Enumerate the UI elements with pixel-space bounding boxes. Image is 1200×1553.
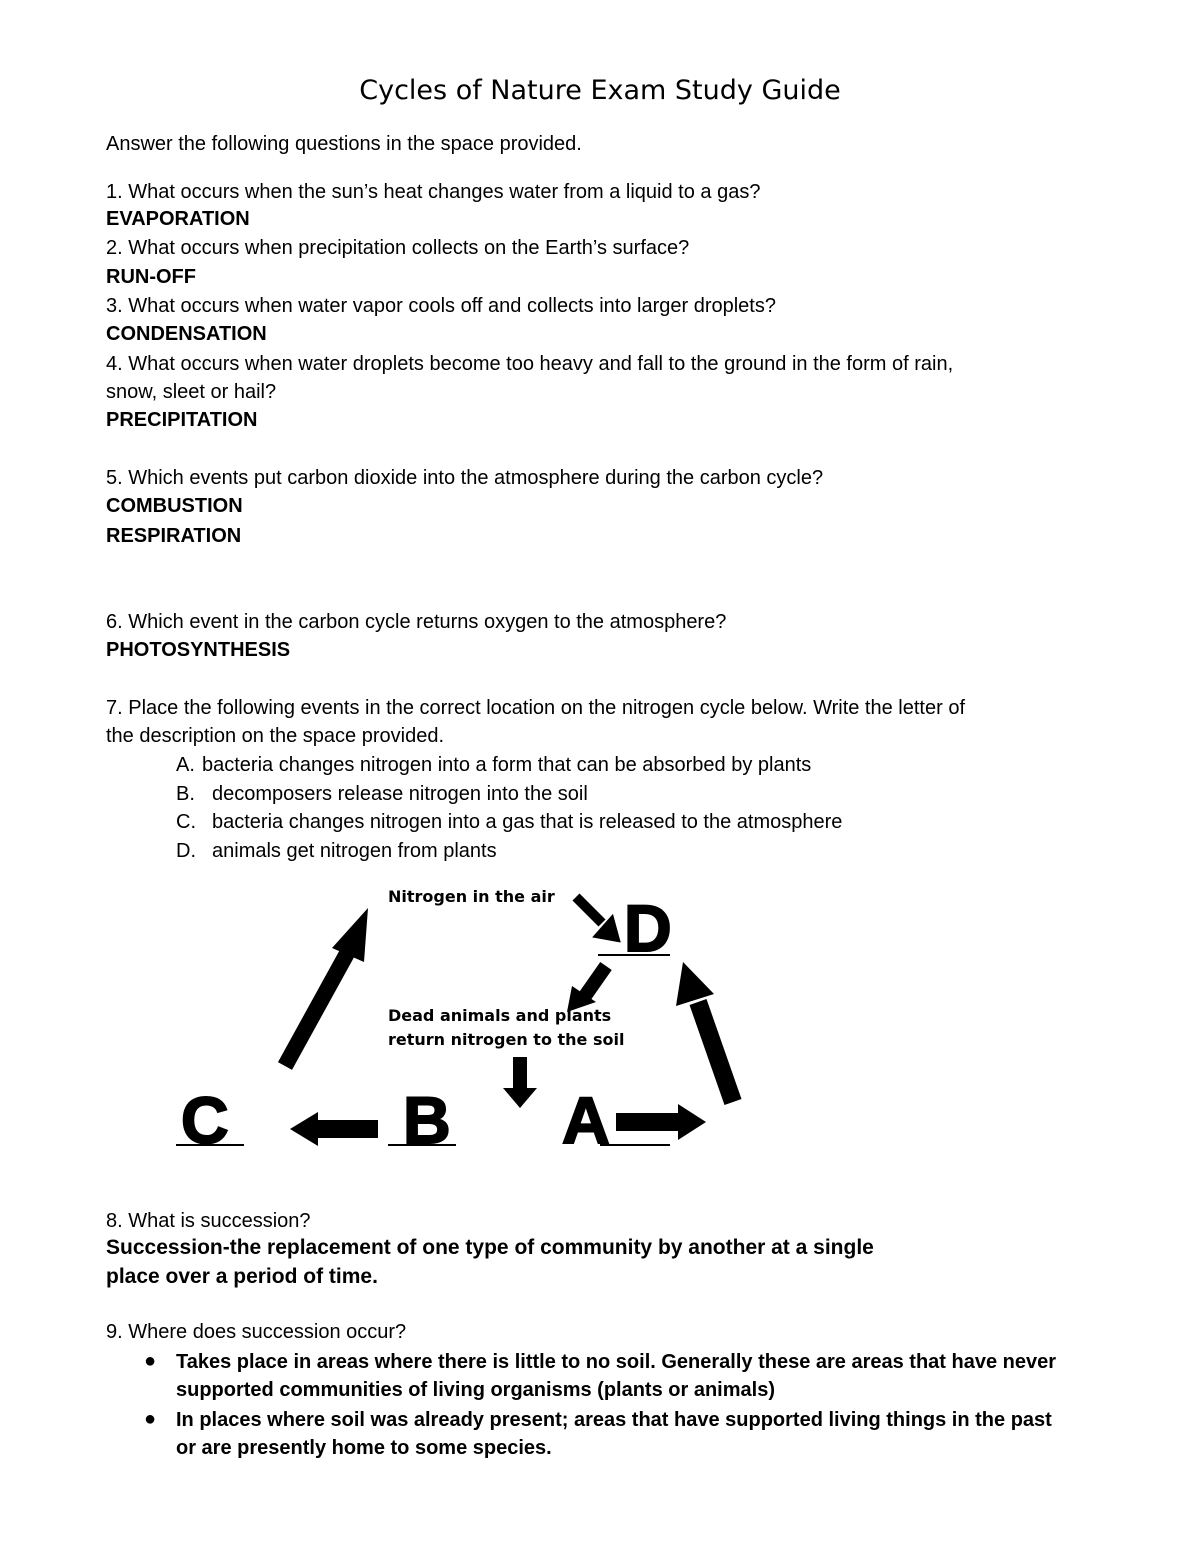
answer-9-bullet-1-line-2: supported communities of living organisms (plants or animals) [176, 1379, 775, 1401]
question-3: 3. What occurs when water vapor cools off and collects into larger droplets? [106, 295, 776, 317]
option-c-letter: C. [176, 811, 196, 833]
answer-9-bullet-2-line-1: In places where soil was already present; areas that have supported living things in the past [176, 1409, 1052, 1431]
answer-6: PHOTOSYNTHESIS [106, 639, 291, 661]
instructions: Answer the following questions in the space provided. [106, 133, 582, 155]
label-dead-animals-2: return nitrogen to the soil [388, 1030, 625, 1049]
arrow-b-to-c [290, 1112, 378, 1146]
answer-letter-d: D [624, 891, 672, 965]
answer-2: RUN-OFF [106, 266, 196, 288]
option-b-text: decomposers release nitrogen into the soil [212, 783, 588, 805]
option-d-letter: D. [176, 840, 196, 862]
option-c-text: bacteria changes nitrogen into a gas that is released to the atmosphere [212, 811, 843, 833]
answer-5-respiration: RESPIRATION [106, 525, 242, 547]
arrow-up-right [676, 962, 733, 1102]
bullet-icon: ● [144, 1408, 157, 1430]
option-b-letter: B. [176, 783, 195, 805]
option-d-text: animals get nitrogen from plants [212, 840, 497, 862]
question-6: 6. Which event in the carbon cycle returns oxygen to the atmosphere? [106, 611, 727, 633]
answer-letter-b: B [403, 1083, 451, 1157]
question-2: 2. What occurs when precipitation collects on the Earth’s surface? [106, 237, 690, 259]
question-7-line-1: 7. Place the following events in the correct location on the nitrogen cycle below. Write the letter of [106, 697, 965, 719]
question-8: 8. What is succession? [106, 1210, 311, 1232]
answer-1: EVAPORATION [106, 208, 250, 230]
answer-letter-a: A [562, 1083, 610, 1157]
arrow-a-right [616, 1104, 706, 1140]
question-9: 9. Where does succession occur? [106, 1321, 407, 1343]
option-a-letter: A. [176, 754, 195, 776]
label-nitrogen-in-air: Nitrogen in the air [388, 887, 555, 906]
option-a-text: bacteria changes nitrogen into a form that can be absorbed by plants [202, 754, 812, 776]
arrow-down-to-soil [503, 1057, 537, 1108]
answer-3: CONDENSATION [106, 323, 267, 345]
answer-letter-c: C [181, 1083, 229, 1157]
arrow-up-left [285, 908, 368, 1066]
answer-9-bullet-1-line-1: Takes place in areas where there is little to no soil. Generally these are areas that have never [176, 1351, 1057, 1373]
question-4-line-1: 4. What occurs when water droplets become too heavy and fall to the ground in the form of rain, [106, 353, 954, 375]
answer-8-line-1: Succession-the replacement of one type of community by another at a single [106, 1236, 874, 1259]
answer-8-line-2: place over a period of time. [106, 1265, 378, 1288]
page-title: Cycles of Nature Exam Study Guide [359, 75, 841, 106]
answer-4: PRECIPITATION [106, 409, 258, 431]
bullet-icon: ● [144, 1350, 157, 1372]
label-dead-animals-1: Dead animals and plants [388, 1006, 612, 1025]
answer-9-bullet-2-line-2: or are presently home to some species. [176, 1437, 552, 1459]
arrow-to-d [576, 897, 618, 940]
question-5: 5. Which events put carbon dioxide into the atmosphere during the carbon cycle? [106, 467, 824, 489]
answer-5-combustion: COMBUSTION [106, 495, 243, 517]
question-4-line-2: snow, sleet or hail? [106, 381, 277, 403]
question-1: 1. What occurs when the sun’s heat changes water from a liquid to a gas? [106, 181, 761, 203]
question-7-line-2: the description on the space provided. [106, 725, 444, 747]
